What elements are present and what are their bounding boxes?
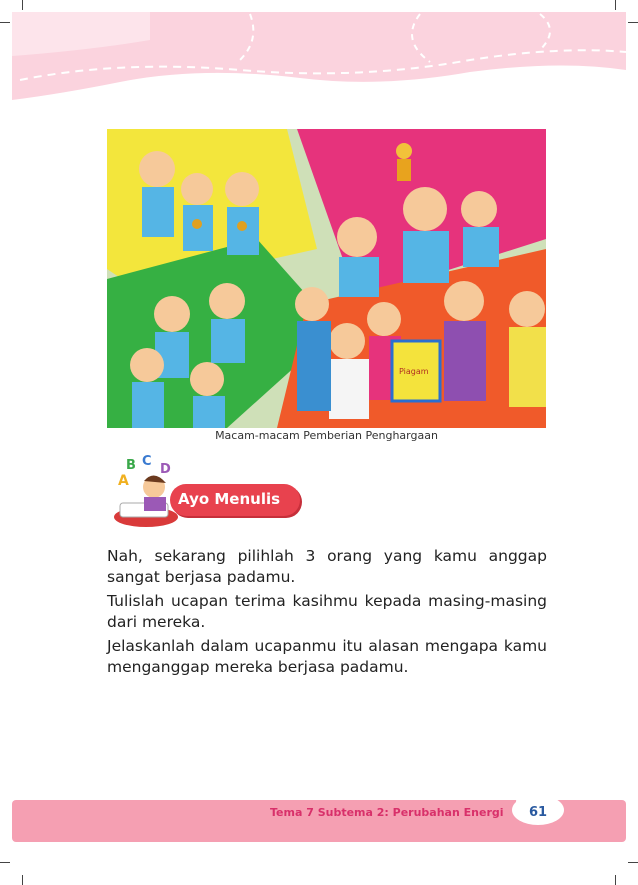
crop-mark — [0, 862, 10, 863]
header-decoration — [0, 0, 638, 112]
footer-theme-text: Tema 7 Subtema 2: Perubahan Energi — [270, 806, 504, 819]
instruction-paragraph-2: Tulislah ucapan terima kasihmu kepada masing-masing dari mereka. — [107, 592, 547, 631]
svg-text:A: A — [118, 473, 129, 489]
page-number: 61 — [528, 805, 548, 820]
instruction-paragraph-3: Jelaskanlah dalam ucapanmu itu alasan mengapa kamu menganggap mereka berjasa padamu. — [107, 637, 547, 676]
instruction-paragraph-1: Nah, sekarang pilihlah 3 orang yang kamu anggap sangat berjasa padamu. — [107, 547, 547, 586]
section-title: Ayo Menulis — [178, 490, 281, 508]
svg-text:C: C — [142, 455, 152, 469]
crop-mark — [22, 875, 23, 885]
crop-mark — [615, 875, 616, 885]
svg-text:Piagam: Piagam — [399, 367, 429, 376]
svg-text:D: D — [160, 462, 171, 477]
award-collage-image — [107, 129, 546, 428]
svg-text:B: B — [126, 458, 136, 473]
crop-mark — [628, 862, 638, 863]
illustration-caption: Macam-macam Pemberian Penghargaan — [215, 429, 438, 442]
award-illustration — [107, 129, 546, 428]
